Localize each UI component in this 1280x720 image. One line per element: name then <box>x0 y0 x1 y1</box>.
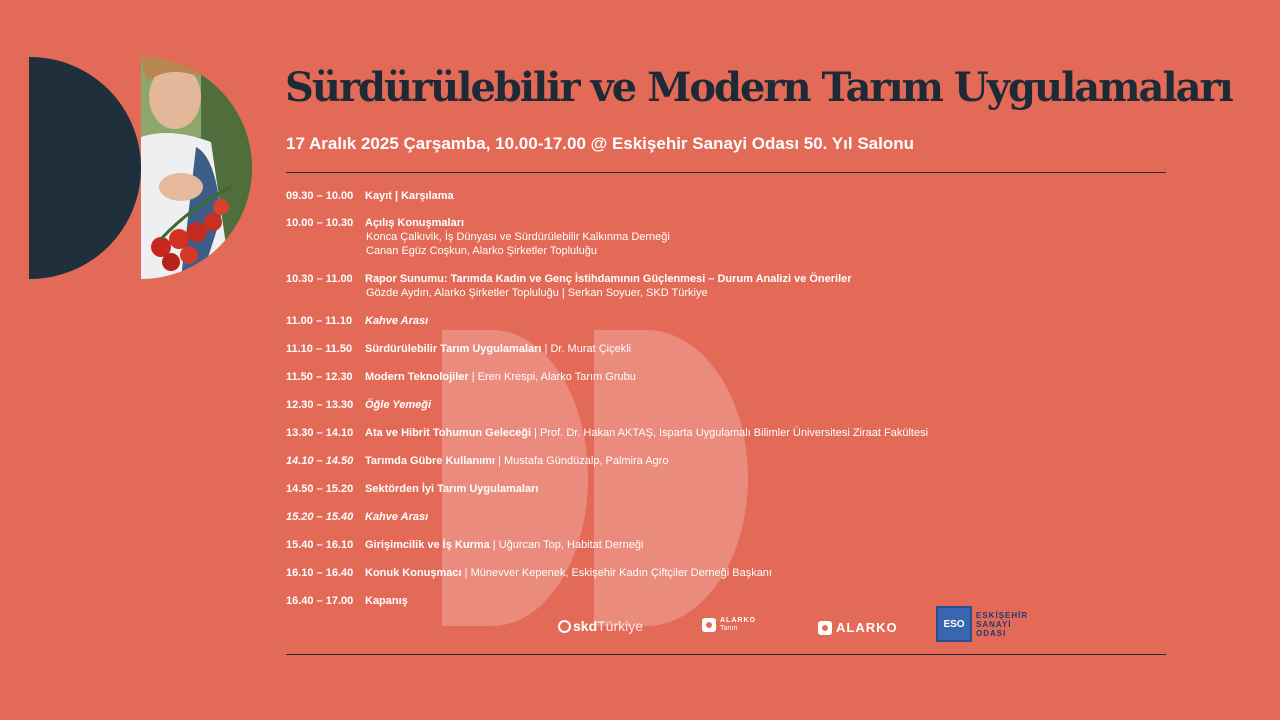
agenda-title: Ata ve Hibrit Tohumun Geleceği <box>365 427 532 439</box>
agenda-item <box>286 510 428 524</box>
agenda-title: Modern Teknolojiler <box>365 371 469 383</box>
eskisehir-sanayi-odasi-logo: ESO ESKİŞEHİR SANAYİ ODASI <box>936 606 1028 642</box>
agenda-title: Girişimcilik ve İş Kurma <box>365 539 490 551</box>
agenda-item <box>286 216 670 258</box>
agenda-title: Konuk Konuşmacı <box>365 567 462 579</box>
agenda-speaker: Eren Krespi, Alarko Tarım Grubu <box>477 371 636 383</box>
agenda-speaker: Konca Çalkıvik, İş Dünyası ve Sürdürülebilir Kalkınma Derneği <box>366 231 670 243</box>
agenda-item <box>286 538 643 552</box>
skd-circle-icon <box>558 620 571 633</box>
skd-turkiye-logo: skd Türkiye <box>558 618 643 634</box>
agenda-speaker: Mustafa Gündüzalp, Palmira Agro <box>503 455 669 467</box>
agenda-time: 12.30 – 13.30 <box>286 399 354 411</box>
agenda-title: Açılış Konuşmaları <box>365 217 465 229</box>
sponsor-logos <box>556 606 1029 646</box>
separator: | <box>541 343 551 355</box>
agenda-time: 14.50 – 15.20 <box>286 483 354 495</box>
agenda-item <box>286 370 636 384</box>
agenda-time: 09.30 – 10.00 <box>286 190 354 202</box>
separator: | <box>461 567 471 579</box>
agenda-item <box>286 482 538 496</box>
agenda-time: 14.10 – 14.50 <box>286 455 354 467</box>
agenda-item <box>286 398 431 412</box>
agenda-speaker: Gözde Aydın, Alarko Şirketler Topluluğu | Serkan Soyuer, SKD Türkiye <box>366 287 708 299</box>
agenda-title: Kahve Arası <box>365 315 429 327</box>
agenda-item <box>286 189 454 203</box>
eso-emblem-icon: ESO <box>936 606 972 642</box>
decorative-navy-half-circle <box>29 57 141 279</box>
separator: | <box>468 371 478 383</box>
agenda-item <box>286 314 428 328</box>
agenda-speaker: Uğurcan Top, Habitat Derneği <box>498 539 644 551</box>
agenda-time: 10.00 – 10.30 <box>286 217 354 229</box>
agenda-item <box>286 566 772 580</box>
separator: | <box>531 427 541 439</box>
agenda-title: Kayıt | Karşılama <box>365 190 454 202</box>
agenda-item <box>286 426 928 440</box>
alarko-mark-icon <box>702 618 716 632</box>
agenda-title: Rapor Sunumu: Tarımda Kadın ve Genç İstihdamının Güçlenmesi – Durum Analizi ve Öneriler <box>365 273 852 285</box>
agenda-speaker: Münevver Kepenek, Eskişehir Kadın Çiftçiler Derneği Başkanı <box>470 567 772 579</box>
agenda-title: Öğle Yemeği <box>365 399 432 411</box>
agenda-time: 11.50 – 12.30 <box>286 371 353 383</box>
agenda-time: 11.10 – 11.50 <box>286 343 353 355</box>
separator: | <box>489 539 499 551</box>
agenda-item <box>286 594 408 608</box>
agenda-time: 16.40 – 17.00 <box>286 595 354 607</box>
agenda-time: 11.00 – 11.10 <box>286 315 353 327</box>
tomato-harvest-photo <box>141 57 252 279</box>
agenda-speaker: Dr. Murat Çiçekli <box>550 343 632 355</box>
agenda-time: 15.20 – 15.40 <box>286 511 354 523</box>
agenda-title: Sektörden İyi Tarım Uygulamaları <box>365 483 539 495</box>
bottom-divider <box>286 654 1166 655</box>
agenda-title: Sürdürülebilir Tarım Uygulamaları <box>365 343 542 355</box>
agenda-time: 15.40 – 16.10 <box>286 539 354 551</box>
alarko-mark-icon <box>818 621 832 635</box>
agenda-item <box>286 272 852 300</box>
page-title: Sürdürülebilir ve Modern Tarım Uygulamaları <box>285 64 1232 111</box>
top-divider <box>286 172 1166 173</box>
agenda-speaker: Prof. Dr. Hakan AKTAŞ, Isparta Uygulamalı Bilimler Üniversitesi Ziraat Fakültesi <box>540 427 929 439</box>
agenda-item <box>286 454 668 468</box>
alarko-logo: ALARKO <box>818 620 898 635</box>
agenda-time: 10.30 – 11.00 <box>286 273 353 285</box>
separator: | <box>495 455 504 467</box>
agenda-speaker: Canan Egüz Coşkun, Alarko Şirketler Topluluğu <box>366 245 597 257</box>
agenda-item <box>286 342 631 356</box>
agenda-title: Kapanış <box>365 595 408 607</box>
agenda-time: 16.10 – 16.40 <box>286 567 354 579</box>
agenda-time: 13.30 – 14.10 <box>286 427 354 439</box>
agenda-title: Tarımda Gübre Kullanımı <box>365 455 495 467</box>
agenda-title: Kahve Arası <box>365 511 429 523</box>
alarko-tarim-logo: ALARKO Tarım <box>702 617 756 633</box>
event-date-location: 17 Aralık 2025 Çarşamba, 10.00-17.00 @ Eskişehir Sanayi Odası 50. Yıl Salonu <box>286 134 914 153</box>
